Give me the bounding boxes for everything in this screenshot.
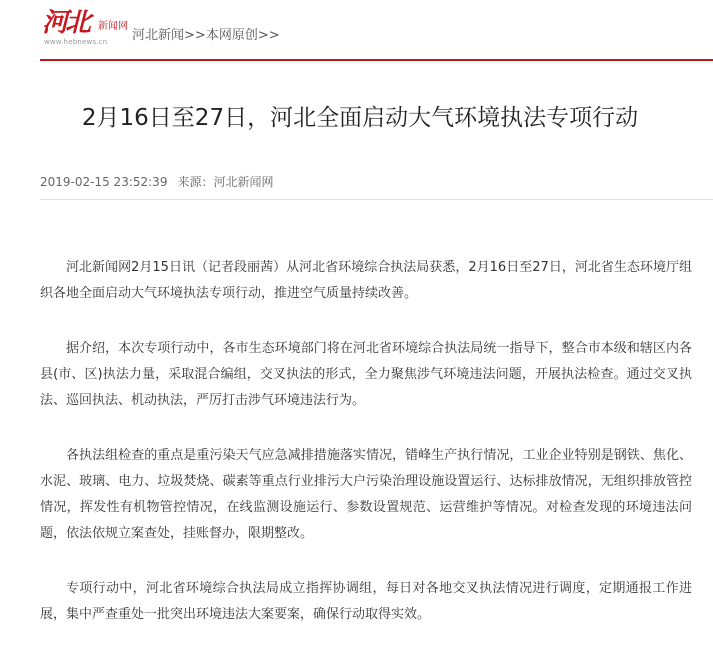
meta-divider bbox=[40, 199, 713, 200]
breadcrumb-separator: >> bbox=[257, 28, 280, 43]
article-meta bbox=[40, 174, 273, 190]
breadcrumb-item-hebei-news[interactable]: 河北新闻 bbox=[132, 28, 185, 43]
header-divider bbox=[40, 59, 713, 61]
logo-name: 新闻网 bbox=[98, 21, 128, 32]
article-body bbox=[40, 255, 692, 657]
page-title: 2月16日至27日，河北全面启动大气环境执法专项行动 bbox=[81, 105, 639, 131]
article-paragraph: 据介绍，本次专项行动中，各市生态环境部门将在河北省环境综合执法局统一指导下，整合市本级和辖区内各县(市、区)执法力量，采取混合编组，交叉执法的形式，全力聚焦涉气环境违法问题，开展执法检查。通过交叉执法、巡回执法、机动执法，严厉打击涉气环境违法行为。 bbox=[40, 341, 692, 408]
logo-mark: 河北 bbox=[42, 8, 89, 38]
article-paragraph: 河北新闻网2月15日讯（记者段丽茜）从河北省环境综合执法局获悉，2月16日至27日，河北省生态环境厅组织各地全面启动大气环境执法专项行动，推进空气质量持续改善。 bbox=[40, 260, 692, 301]
breadcrumb bbox=[132, 28, 280, 44]
article-paragraph: 各执法组检查的重点是重污染天气应急减排措施落实情况，错峰生产执行情况，工业企业特别是钢铁、焦化、水泥、玻璃、电力、垃圾焚烧、碳素等重点行业排污大户污染治理设施设置运行、达标排放情况，无组织排放管控情况，挥发性有机物管控情况，在线监测设施运行、参数设置规范、运营维护等情况。对检查发现的环境违法问题，依法依规立案查处，挂账督办，限期整改。 bbox=[40, 448, 692, 541]
logo-url: www.hebnews.cn bbox=[44, 38, 108, 46]
publish-datetime: 2019-02-15 23:52:39 bbox=[40, 175, 168, 189]
article-paragraph: 专项行动中，河北省环境综合执法局成立指挥协调组，每日对各地交叉执法情况进行调度，定期通报工作进展，集中严查重处一批突出环境违法大案要案，确保行动取得实效。 bbox=[40, 581, 692, 622]
breadcrumb-separator: >> bbox=[184, 28, 206, 43]
site-header bbox=[0, 0, 713, 62]
site-logo[interactable] bbox=[42, 8, 130, 46]
article-source: 来源：河北新闻网 bbox=[177, 175, 274, 189]
breadcrumb-item-original[interactable]: 本网原创 bbox=[205, 28, 258, 43]
